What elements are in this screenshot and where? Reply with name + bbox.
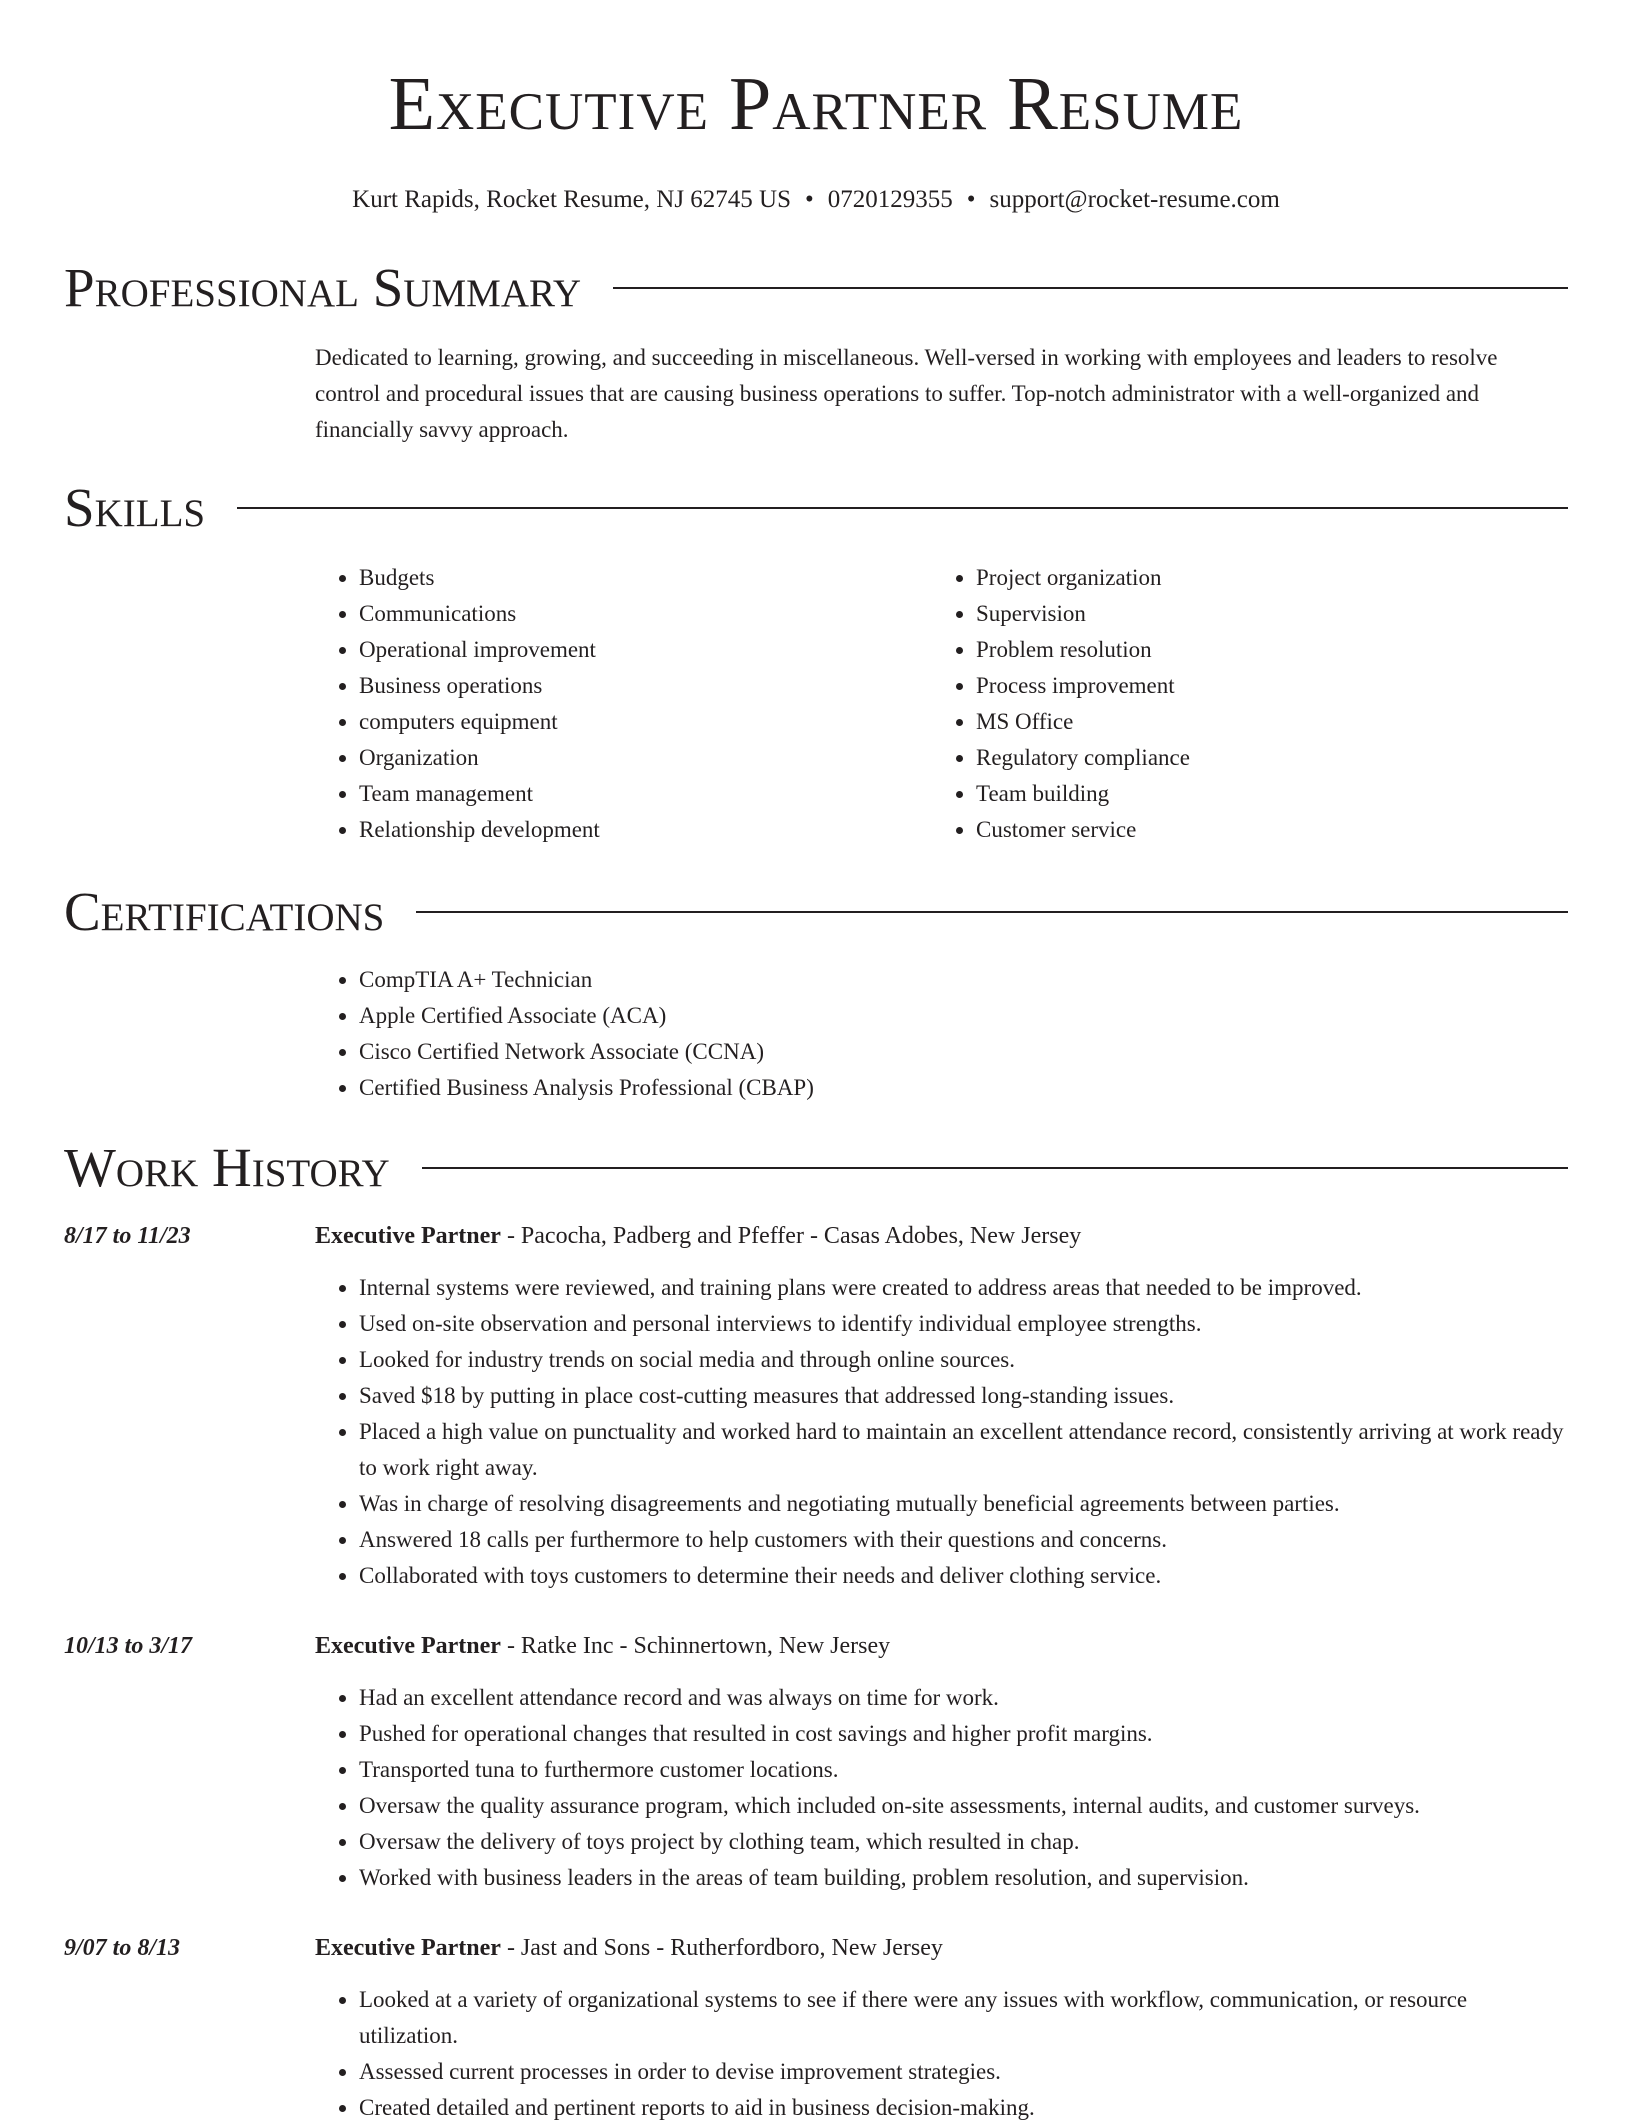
resume-page [64,0,1568,2126]
job-bullet: • Used on-site observation and personal interviews to identify individual employee strengths. [359,1306,1568,1342]
job-employer: - Pacocha, Padberg and Pfeffer - Casas Adobes, New Jersey [500,1223,1082,1249]
skill-item: • Operational improvement [359,632,932,668]
skill-item: • Relationship development [359,812,932,848]
skill-item: • Organization [359,740,932,776]
job-bullets [315,1982,1568,2126]
job-body [315,1628,1568,1896]
certification-item: • Apple Certified Associate (ACA) [359,998,1568,1034]
work-history-section-header [64,1136,1568,1200]
contact-address: Kurt Rapids, Rocket Resume, NJ 62745 US [352,186,792,213]
job-bullet: • Pushed for operational changes that resulted in cost savings and higher profit margins. [359,1716,1568,1752]
job-bullet: • Saved $18 by putting in place cost-cutting measures that addressed long-standing issues. [359,1378,1568,1414]
section-divider [416,911,1568,913]
skill-item: • Regulatory compliance [976,740,1532,776]
certification-item: • CompTIA A+ Technician [359,962,1568,998]
job-bullet: • Oversaw the delivery of toys project by clothing team, which resulted in chap. [359,1824,1568,1860]
summary-text: Dedicated to learning, growing, and succeeding in miscellaneous. Well-versed in working with employees and leaders to resolve control and procedural issues that are causing business operations to suffer. Top-notch administrator with a well-organized and financially savvy approach. [315,345,1498,442]
job-bullet: • Transported tuna to furthermore customer locations. [359,1752,1568,1788]
job-bullets [315,1270,1568,1594]
certification-item: • Certified Business Analysis Professional (CBAP) [359,1070,1568,1106]
skill-item: • Problem resolution [976,632,1532,668]
skills-heading: Skills [64,477,206,538]
job-title-line [315,1628,1568,1664]
skill-item: • computers equipment [359,704,932,740]
job-bullet: • Oversaw the quality assurance program, which included on-site assessments, internal audits, and customer surveys. [359,1788,1568,1824]
skill-item: • Customer service [976,812,1532,848]
job-bullet: • Worked with business leaders in the areas of team building, problem resolution, and supervision. [359,1860,1568,1896]
job-title-line [315,1930,1568,1966]
skill-item: • Budgets [359,560,932,596]
skill-item: • Project organization [976,560,1532,596]
job-role: Executive Partner [315,1223,501,1249]
job-dates: 10/13 to 3/17 [64,1633,193,1659]
job-bullet: • Was in charge of resolving disagreements and negotiating mutually beneficial agreements between parties. [359,1486,1568,1522]
summary-section-header [64,256,1568,320]
certifications-section-header [64,880,1568,944]
job-entry [64,1930,1568,2126]
job-role: Executive Partner [315,1633,501,1659]
contact-phone: 0720129355 [827,186,953,213]
skill-item: • Process improvement [976,668,1532,704]
job-bullet: • Created detailed and pertinent reports to aid in business decision-making. [359,2090,1568,2126]
contact-email: support@rocket-resume.com [989,186,1280,213]
job-dates: 9/07 to 8/13 [64,1935,181,1961]
job-bullets [315,1680,1568,1896]
job-bullet: • Looked at a variety of organizational systems to see if there were any issues with workflow, communication, or resource utilization. [359,1982,1568,2054]
certifications-heading: Certifications [64,881,385,942]
skills-list [315,560,1568,848]
skills-column-left [315,560,932,848]
job-bullet: • Internal systems were reviewed, and training plans were created to address areas that needed to be improved. [359,1270,1568,1306]
certifications-list [315,962,1568,1106]
skill-item: • MS Office [976,704,1532,740]
skill-item: • Business operations [359,668,932,704]
section-divider [613,287,1568,289]
skill-item: • Team management [359,776,932,812]
skills-section-header [64,476,1568,540]
job-entry [64,1628,1568,1896]
job-bullet: • Collaborated with toys customers to determine their needs and deliver clothing service. [359,1558,1568,1594]
job-bullet: • Looked for industry trends on social media and through online sources. [359,1342,1568,1378]
skill-item: • Communications [359,596,932,632]
job-body [315,1218,1568,1594]
job-role: Executive Partner [315,1935,501,1961]
section-divider [422,1167,1568,1169]
skill-item: • Team building [976,776,1532,812]
job-bullet: • Assessed current processes in order to devise improvement strategies. [359,2054,1568,2090]
contact-line [64,184,1568,216]
skill-item: • Supervision [976,596,1532,632]
job-title-line [315,1218,1568,1254]
summary-heading: Professional Summary [64,257,582,318]
section-divider [237,507,1568,509]
summary-content [315,340,1568,448]
resume-title: Executive Partner Resume [388,62,1244,146]
job-bullet: • Had an excellent attendance record and was always on time for work. [359,1680,1568,1716]
bullet-separator: • [805,186,814,213]
job-employer: - Jast and Sons - Rutherfordboro, New Jersey [500,1935,943,1961]
job-body [315,1930,1568,2126]
job-dates: 8/17 to 11/23 [64,1223,191,1249]
skills-column-right [932,560,1532,848]
job-employer: - Ratke Inc - Schinnertown, New Jersey [500,1633,891,1659]
certification-item: • Cisco Certified Network Associate (CCNA) [359,1034,1568,1070]
work-history-heading: Work History [64,1137,390,1198]
job-bullet: • Answered 18 calls per furthermore to help customers with their questions and concerns. [359,1522,1568,1558]
job-bullet: • Placed a high value on punctuality and worked hard to maintain an excellent attendance record, consistently arriving at work ready to work right away. [359,1414,1568,1486]
bullet-separator: • [966,186,976,213]
job-entry [64,1218,1568,1594]
